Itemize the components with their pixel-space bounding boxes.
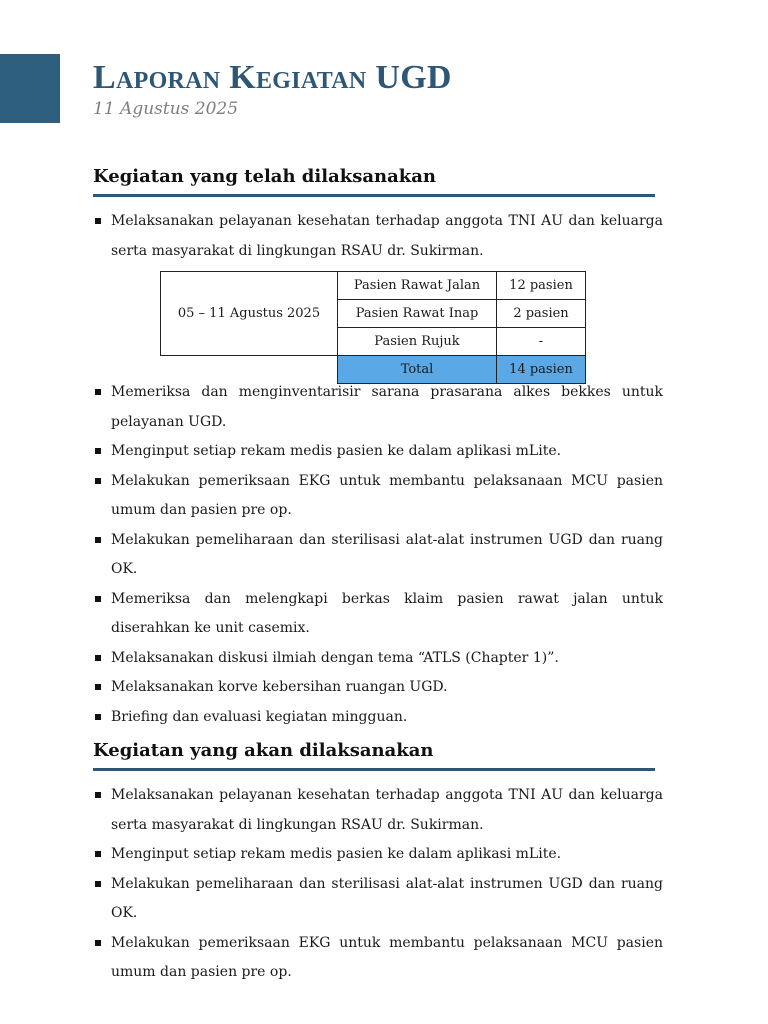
list-item: Melaksanakan pelayanan kesehatan terhadap anggota TNI AU dan keluarga serta masyarakat di lingkungan RSAU dr. Sukirman. [93,207,663,266]
list-item: Melakukan pemeriksaan EKG untuk membantu pelaksanaan MCU pasien umum dan pasien pre op. [93,467,663,526]
section-heading-done: Kegiatan yang telah dilaksanakan [93,166,655,197]
row-label: Pasien Rujuk [338,328,497,356]
list-item: Melakukan pemeriksaan EKG untuk membantu pelaksanaan MCU pasien umum dan pasien pre op. [93,929,663,988]
list-item: Melaksanakan pelayanan kesehatan terhadap anggota TNI AU dan keluarga serta masyarakat di lingkungan RSAU dr. Sukirman. [93,781,663,840]
list-item: Menginput setiap rekam medis pasien ke dalam aplikasi mLite. [93,437,663,467]
list-item: Melakukan pemeliharaan dan sterilisasi alat-alat instrumen UGD dan ruang OK. [93,526,663,585]
table-row [161,272,586,300]
header-accent-block [0,54,60,123]
row-label: Pasien Rawat Inap [338,300,497,328]
row-value: - [497,328,586,356]
planned-list [93,781,663,988]
report-date: 11 Agustus 2025 [93,99,239,119]
period-cell: 05 – 11 Agustus 2025 [161,272,338,356]
list-item: Menginput setiap rekam medis pasien ke dalam aplikasi mLite. [93,840,663,870]
row-value: 2 pasien [497,300,586,328]
patient-stats-table [160,271,586,384]
page-title: Laporan Kegiatan UGD [93,59,452,96]
row-label: Pasien Rawat Jalan [338,272,497,300]
list-item: Melaksanakan diskusi ilmiah dengan tema “ATLS (Chapter 1)”. [93,644,663,674]
list-item: Briefing dan evaluasi kegiatan mingguan. [93,703,663,733]
done-list-bottom [93,378,663,732]
done-list-top [93,207,663,266]
list-item: Melakukan pemeliharaan dan sterilisasi alat-alat instrumen UGD dan ruang OK. [93,870,663,929]
list-item: Memeriksa dan melengkapi berkas klaim pasien rawat jalan untuk diserahkan ke unit casemix. [93,585,663,644]
list-item: Melaksanakan korve kebersihan ruangan UGD. [93,673,663,703]
row-value: 12 pasien [497,272,586,300]
list-item: Memeriksa dan menginventarisir sarana prasarana alkes bekkes untuk pelayanan UGD. [93,378,663,437]
total-value: 14 pasien [497,356,586,384]
total-label: Total [338,356,497,384]
section-heading-planned: Kegiatan yang akan dilaksanakan [93,740,655,771]
